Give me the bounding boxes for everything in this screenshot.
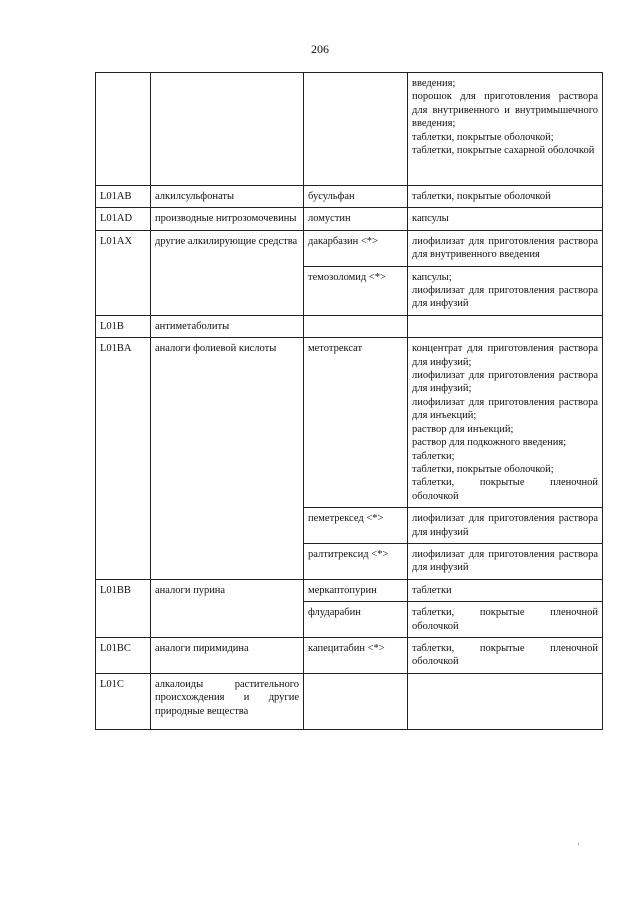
- dosage-forms-cell: [408, 543, 603, 579]
- dosage-forms-cell: [408, 602, 603, 638]
- group-name-cell: аналоги пурина: [151, 579, 304, 637]
- table-row: [96, 673, 603, 729]
- dosage-form: капсулы: [412, 213, 449, 225]
- dosage-form: лиофилизат для приготовления раствора для инъекций;: [412, 396, 598, 422]
- dosage-form: лиофилизат для приготовления раствора для инфузий;: [412, 370, 598, 395]
- table-row: [96, 208, 603, 230]
- page-number: 206: [311, 42, 329, 56]
- dosage-form: лиофилизат для приготовления раствора для инфузий: [412, 513, 598, 538]
- drug-name-cell: метотрексат: [304, 338, 408, 508]
- drug-name-cell: дакарбазин <*>: [304, 230, 408, 266]
- dosage-form: лиофилизат для приготовления раствора для инфузий: [412, 285, 598, 310]
- table-row: [96, 579, 603, 601]
- dosage-forms-cell: [408, 230, 603, 266]
- atc-code-cell: L01AB: [96, 186, 151, 208]
- group-name-cell: алкилсульфонаты: [151, 186, 304, 208]
- group-name-cell: антиметаболиты: [151, 315, 304, 337]
- dosage-form: раствор для подкожного введения;: [412, 437, 567, 449]
- dosage-forms-cell: [408, 673, 603, 729]
- atc-code-cell: L01BB: [96, 579, 151, 637]
- dosage-form: таблетки, покрытые пленочной оболочкой: [412, 642, 598, 668]
- drug-name-cell: [304, 73, 408, 186]
- drug-name-cell: ралтитрексид <*>: [304, 543, 408, 579]
- table-row: [96, 230, 603, 266]
- dosage-forms-cell: [408, 208, 603, 230]
- dosage-form: капсулы;: [412, 271, 452, 283]
- dosage-form: таблетки, покрытые пленочной оболочкой: [412, 477, 598, 502]
- drug-classification-table: [95, 72, 603, 730]
- atc-code-cell: L01BC: [96, 637, 151, 673]
- drug-name-cell: темозоломид <*>: [304, 266, 408, 315]
- dosage-form: лиофилизат для приготовления раствора для инфузий: [412, 548, 598, 574]
- dosage-form: таблетки: [412, 584, 452, 596]
- dosage-forms-cell: [408, 579, 603, 601]
- group-name-cell: другие алкилирующие средства: [151, 230, 304, 315]
- table-row: [96, 637, 603, 673]
- dosage-form: таблетки;: [412, 450, 455, 462]
- drug-name-cell: меркаптопурин: [304, 579, 408, 601]
- dosage-form: таблетки, покрытые сахарной оболочкой: [412, 145, 595, 157]
- drug-name-cell: [304, 315, 408, 337]
- table-row: [96, 73, 603, 186]
- atc-code-cell: L01B: [96, 315, 151, 337]
- dosage-form: введения;: [412, 78, 456, 89]
- atc-code-cell: L01AD: [96, 208, 151, 230]
- dosage-forms-cell: [408, 338, 603, 508]
- atc-code-cell: L01BA: [96, 338, 151, 580]
- table-row: [96, 315, 603, 337]
- table-row: [96, 338, 603, 508]
- dosage-forms-cell: [408, 73, 603, 186]
- dosage-form: таблетки, покрытые оболочкой: [412, 191, 551, 202]
- scan-mark: ·: [577, 840, 580, 849]
- drug-name-cell: бусульфан: [304, 186, 408, 208]
- dosage-forms-cell: [408, 637, 603, 673]
- dosage-form: концентрат для приготовления раствора для инфузий;: [412, 343, 598, 368]
- dosage-form: таблетки, покрытые оболочкой;: [412, 131, 554, 143]
- atc-code-cell: [96, 73, 151, 186]
- atc-code-cell: L01C: [96, 673, 151, 729]
- dosage-form: порошок для приготовления раствора для внутривенного и внутримышечного введения;: [412, 91, 598, 130]
- drug-name-cell: пеметрексед <*>: [304, 508, 408, 544]
- dosage-forms-cell: [408, 186, 603, 208]
- dosage-forms-cell: [408, 266, 603, 315]
- dosage-forms-cell: [408, 508, 603, 544]
- dosage-forms-cell: [408, 315, 603, 337]
- atc-code-cell: L01AX: [96, 230, 151, 315]
- drug-name-cell: флударабин: [304, 602, 408, 638]
- dosage-form: лиофилизат для приготовления раствора для внутривенного введения: [412, 235, 598, 261]
- group-name-cell: [151, 73, 304, 186]
- dosage-form: раствор для инъекций;: [412, 423, 514, 435]
- group-name-cell: аналоги фолиевой кислоты: [151, 338, 304, 580]
- group-name-cell: аналоги пиримидина: [151, 637, 304, 673]
- group-name-cell: алкалоиды растительного происхождения и другие природные вещества: [151, 673, 304, 729]
- drug-name-cell: капецитабин <*>: [304, 637, 408, 673]
- dosage-form: таблетки, покрытые пленочной оболочкой: [412, 607, 598, 632]
- group-name-cell: производные нитрозомочевины: [151, 208, 304, 230]
- drug-name-cell: [304, 673, 408, 729]
- drug-name-cell: ломустин: [304, 208, 408, 230]
- table-row: [96, 186, 603, 208]
- dosage-form: таблетки, покрытые оболочкой;: [412, 463, 554, 475]
